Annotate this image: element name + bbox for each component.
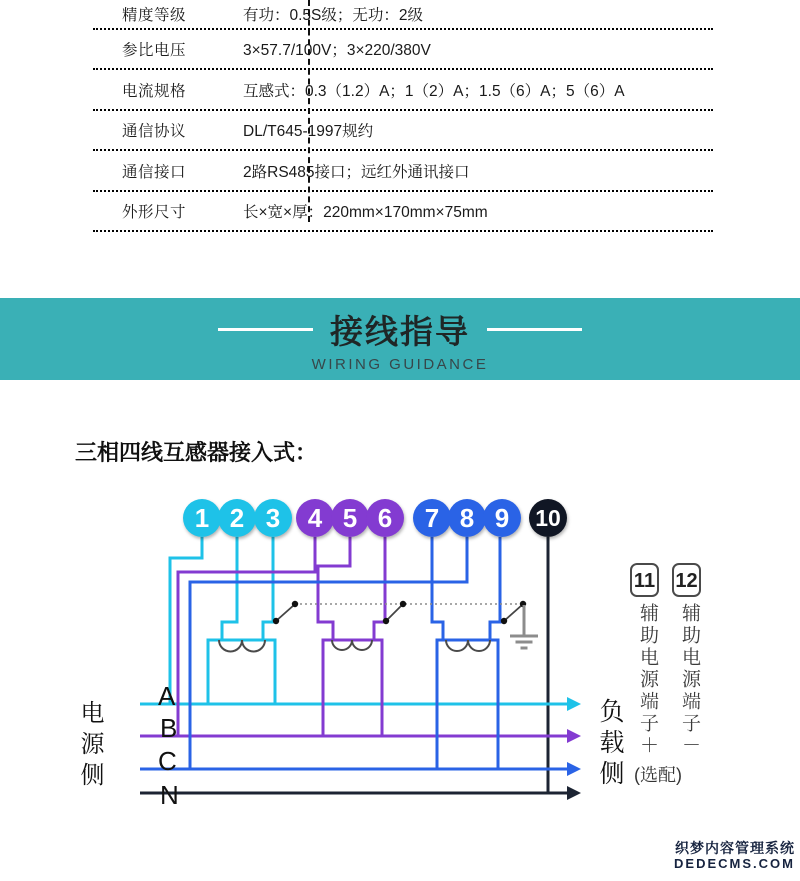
row-label: 通信接口 (121, 163, 186, 181)
terminal-number: 2 (229, 503, 245, 533)
arrow-n (567, 786, 581, 800)
wire-terminal-7 (432, 537, 443, 640)
switch-dot (400, 601, 406, 607)
banner-right-line (487, 328, 582, 331)
wire-terminal-9 (490, 537, 500, 640)
switch-dot (292, 601, 298, 607)
diagram-title: 三相四线互感器接入式： (75, 440, 318, 465)
ct-coil-c (446, 640, 490, 651)
row-label: 外形尺寸 (121, 204, 186, 221)
phase-label-c: C (158, 746, 177, 776)
switch-blade-c (504, 605, 522, 621)
table-column-divider (308, 0, 310, 222)
arrow-b (567, 729, 581, 743)
aux-minus-label: 辅助电源端子－ (679, 603, 700, 757)
terminal-number: 5 (342, 503, 358, 533)
row-value: 互感式：0.3（1.2）A；1（2）A；1.5（6）A；5（6）A (243, 82, 625, 100)
switch-dot (501, 618, 507, 624)
phase-label-n: N (160, 780, 179, 810)
terminal-number: 3 (265, 503, 281, 533)
row-label: 精度等级 (121, 7, 186, 24)
wire-terminal-1 (170, 537, 202, 704)
banner-title-row (218, 306, 582, 353)
terminal-number: 6 (377, 503, 393, 533)
aux-optional-label: (选配) (634, 765, 682, 785)
terminal-number: 7 (424, 503, 440, 533)
switch-dot (273, 618, 279, 624)
watermark-line1: 织梦内容管理系统 (675, 840, 795, 856)
terminal-number: 1 (194, 503, 210, 533)
banner-left-line (218, 328, 313, 331)
spec-table (93, 0, 713, 232)
table-row (93, 0, 713, 30)
wiring-guidance-banner (0, 298, 800, 380)
arrow-a (567, 697, 581, 711)
row-label: 电流规格 (121, 82, 186, 100)
switch-blade-a (276, 605, 294, 621)
wire-terminal-6 (374, 537, 385, 640)
banner-subtitle: WIRING GUIDANCE (311, 355, 489, 373)
watermark-line2: DEDECMS.COM (674, 856, 795, 871)
aux-plus-label: 辅助电源端子＋ (637, 603, 658, 757)
row-label: 参比电压 (121, 42, 186, 59)
wire-terminal-5 (318, 537, 350, 640)
phase-label-a: A (158, 681, 176, 711)
row-label: 通信协议 (121, 123, 186, 140)
table-row (93, 192, 713, 232)
row-value: 有功：0.5S级；无功：2级 (243, 7, 424, 24)
table-row (93, 30, 713, 70)
row-value: 3×57.7/100V；3×220/380V (243, 42, 431, 59)
wire-terminal-2 (222, 537, 237, 640)
ct-coil-a (219, 640, 265, 652)
table-row (93, 70, 713, 111)
table-row (93, 151, 713, 192)
row-value: DL/T645-1997规约 (243, 123, 374, 140)
table-row (93, 111, 713, 151)
terminal-number: 10 (535, 505, 561, 531)
terminal-number: 9 (494, 503, 510, 533)
row-value: 长×宽×厚：220mm×170mm×75mm (243, 204, 488, 221)
ct-bracket-b (323, 640, 382, 736)
switch-blade-b (386, 605, 402, 621)
aux-terminal-12-number: 12 (675, 570, 698, 592)
phase-label-b: B (160, 713, 178, 743)
terminal-number: 4 (307, 503, 323, 533)
banner-title: 接线指导 (330, 312, 470, 350)
power-side-label: 电源侧 (76, 700, 103, 793)
aux-terminal-11-number: 11 (633, 570, 656, 592)
load-side-label: 负载侧 (596, 698, 624, 791)
ct-bracket-a (208, 640, 275, 704)
wire-terminal-4 (178, 537, 315, 736)
terminal-number: 8 (459, 503, 475, 533)
watermark (674, 841, 795, 871)
wire-terminal-3 (263, 537, 273, 640)
switch-dot (383, 618, 389, 624)
arrow-c (567, 762, 581, 776)
row-value: 2路RS485接口；远红外通讯接口 (243, 163, 470, 181)
